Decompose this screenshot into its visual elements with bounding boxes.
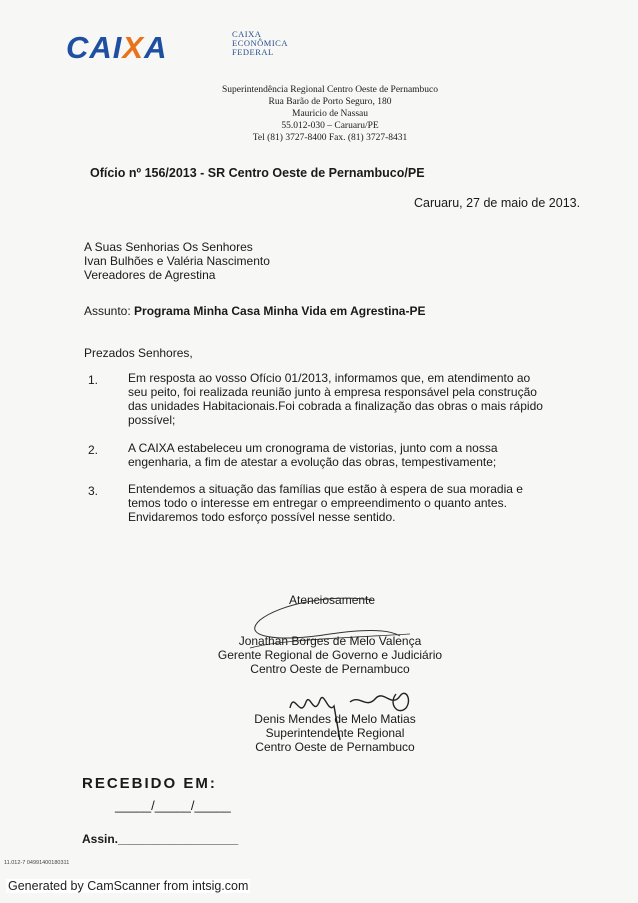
address-line: Rua Barão de Porto Seguro, 180: [268, 97, 392, 107]
recipient-line: Vereadores de Agrestina: [84, 268, 216, 282]
item-number: 2.: [88, 443, 99, 457]
list-item: Em resposta ao vosso Ofício 01/2013, informamos que, em atendimento ao seu peito, foi realizada reunião junto à empresa responsável pela construção das unidades Habitacionais.Foi cobrada a finalização das obras o mais rápido possível;: [128, 371, 543, 427]
signatory-title: Superintendente Regional: [265, 726, 405, 740]
signatory-name: Jonathan Borges de Melo Valença: [238, 634, 422, 648]
salutation: Prezados Senhores,: [84, 346, 193, 360]
recipient-line: A Suas Senhorias Os Senhores: [84, 240, 253, 254]
address-line: 55.012-030 – Caruaru/PE: [281, 121, 379, 131]
signatory-name: Denis Mendes de Melo Matias: [254, 712, 416, 726]
address-block: [200, 84, 460, 144]
recipient-line: Ivan Bulhões e Valéria Nascimento: [84, 254, 270, 268]
stamp-code: 11.012-7 04991400180311: [4, 860, 70, 866]
signatory-1: [200, 634, 460, 676]
received-date-line: _____/_____/_____: [115, 798, 231, 813]
received-label: RECEBIDO EM:: [82, 775, 217, 792]
signature-label: Assin.: [82, 832, 119, 846]
item-number: 3.: [88, 484, 99, 498]
caixa-logo: CAIXA: [66, 30, 168, 65]
signatory-2: [230, 712, 440, 754]
signature-line: __________________: [118, 832, 239, 846]
document-date: Caruaru, 27 de maio de 2013.: [414, 196, 581, 210]
address-line: Tel (81) 3727-8400 Fax. (81) 3727-8431: [252, 133, 408, 143]
recipients-block: [84, 240, 270, 282]
subject-text: Programa Minha Casa Minha Vida em Agrestina-PE: [134, 304, 426, 318]
signatory-unit: Centro Oeste de Pernambuco: [255, 740, 415, 754]
closing: Atenciosamente: [289, 593, 376, 607]
list-item: Entendemos a situação das famílias que estão à espera de sua moradia e temos todo o interesse em entregar o empreendimento o quanto antes. Envidaremos todo esforço possível nesse sentido.: [128, 482, 523, 524]
item-number: 1.: [88, 373, 99, 387]
signatory-unit: Centro Oeste de Pernambuco: [250, 662, 410, 676]
received-signature: [82, 832, 238, 846]
subject-line: [84, 304, 425, 318]
subject-label: Assunto:: [84, 304, 135, 318]
document-reference: Ofício nº 156/2013 - SR Centro Oeste de Pernambuco/PE: [90, 166, 425, 180]
signatory-title: Gerente Regional de Governo e Judiciário: [217, 648, 443, 662]
address-line: Superintendência Regional Centro Oeste de Pernambuco: [221, 85, 439, 95]
list-item: A CAIXA estabeleceu um cronograma de vistorias, junto com a nossa engenharia, a fim de atestar a evolução das obras, tempestivamente;: [128, 441, 498, 469]
logo-subtitle: CAIXA ECONÔMICA FEDERAL: [232, 29, 288, 57]
footer-watermark: Generated by CamScanner from intsig.com: [8, 879, 249, 893]
address-line: Mauricio de Nassau: [292, 109, 368, 119]
